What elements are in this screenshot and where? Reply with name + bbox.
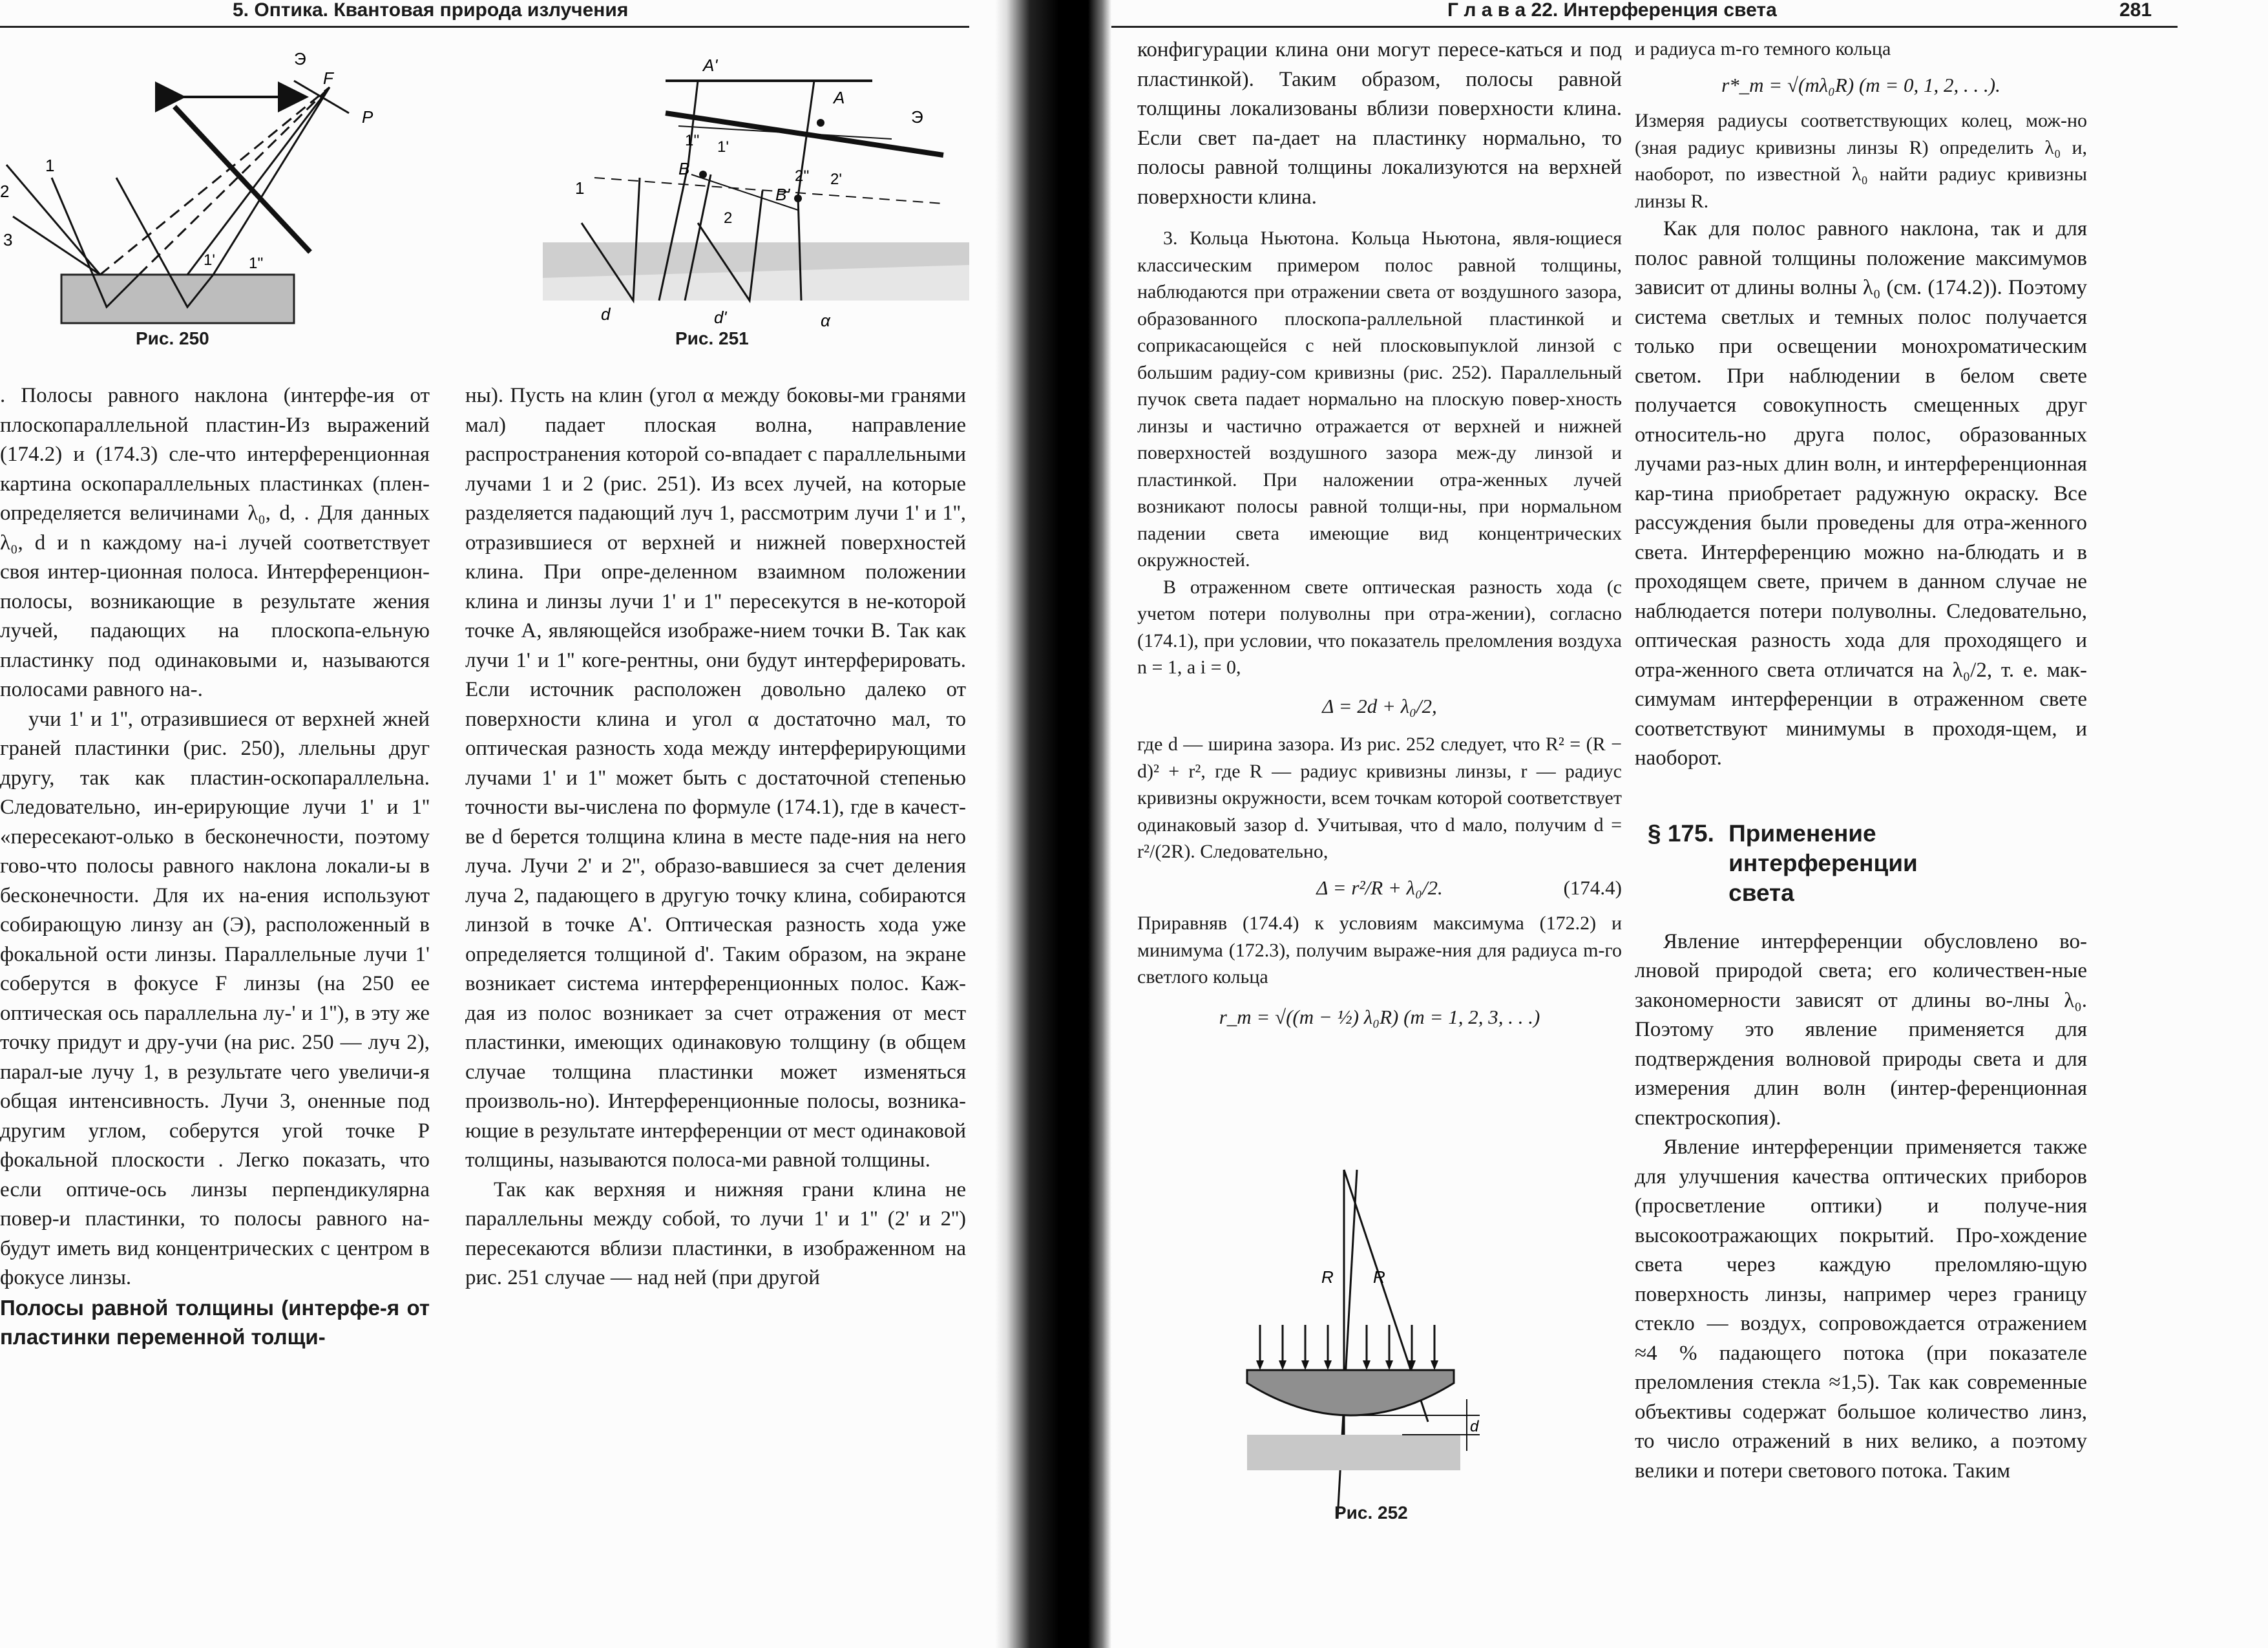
fig251-Bp-label: B' (775, 185, 790, 204)
left-running-header: 5. Оптика. Квантовая природа излучения (233, 0, 629, 21)
fig251-d-label: d (601, 304, 611, 324)
right-col1-paragraph-5: Приравняв (174.4) к условиям максимума (172.2) и минимума (172.3), получим выраже-ния для радиуса m-го светлого кольца (1137, 913, 1622, 988)
fig251-B-label: B (678, 159, 690, 178)
fig251-dp-label: d' (714, 308, 727, 327)
fig250-ray1pp-label: 1'' (249, 255, 264, 272)
left-header-rule (0, 26, 969, 28)
fig252-caption: Рис. 252 (1334, 1503, 1408, 1523)
formula-path-difference: Δ = 2d + λ₀/2, (1322, 694, 1437, 717)
right-col1-paragraph-3: В отраженном свете оптическая разность хода (с учетом потери полуволны при отра-жении), согласно (174.1), при условии, что показатель преломления воздуха n = 1, а i = 0, (1137, 576, 1622, 678)
left-column-2 (465, 381, 966, 1293)
right-page-number: 281 (2119, 0, 2152, 21)
right-col2-small-block (1635, 36, 2087, 215)
fig252-R2-label: R (1373, 1267, 1385, 1287)
left-col2-paragraph-2: Так как верхняя и нижняя грани клина не параллельны между собой, то лучи 1' и 1'' (2' и 2'') пересекаются вблизи пластинки, в изображенном на рис. 251 случае — над ней (при другой (465, 1178, 966, 1289)
formula-dark-ring-radius: r*_m = √(mλ₀R) (m = 0, 1, 2, . . .). (1721, 73, 2000, 96)
fig251-alpha-label: α (821, 311, 830, 330)
left-page (0, 0, 995, 1648)
fig250-ray1-label: 1 (45, 156, 55, 175)
right-col1-paragraph-1: конфигурации клина они могут пересе-каться и под пластинкой). Таким образом, полосы равной толщины локализованы вблизи поверхности клина. Если свет па-дает на пластинку нормально, то полосы равной толщины локализуются на верхней поверхности клина. (1137, 38, 1622, 209)
fig251-Ap-label: A' (703, 56, 718, 75)
right-col2-paragraph-3: Как для полос равного наклона, так и для полос равной толщины положение максимумов зависит от длины волны λ₀ (см. (174.2)). Поэтому система светлых и темных полос получается только при освещении монохроматическим светом. При наблюдении в белом свете получается совокупность смещенных друг относитель-но друга полос, образованных лучами раз-ных длин волн, и интерференционная кар-тина приобретает радужную окраску. Все рассуждения были проведены для отра-женного света. Интерференцию можно на-блюдать и в проходящем свете, причем в данном случае не наблюдается потери полуволны. Следовательно, оптическая разность хода для проходящего и отра-женного света отличатся на λ₀/2, т. е. мак-симумам интерференции в отраженном свете соответствуют минимумы в проходя-щем, и наоборот. (1635, 217, 2087, 770)
right-column-2 (1635, 36, 2087, 1486)
fig251-ray2p-label: 2' (830, 171, 842, 188)
left-column-1 (0, 381, 430, 1352)
fig251-screen-label: Э (911, 107, 923, 127)
fig251-ray1p-label: 1' (717, 138, 729, 156)
right-column-1 (1137, 36, 1622, 1043)
fig250-screen-label: Э (294, 49, 306, 69)
fig251-ray2pp-label: 2'' (795, 167, 810, 185)
fig250-caption: Рис. 250 (136, 328, 209, 348)
fig250-focus-label: F (323, 69, 333, 88)
figure-251 (530, 29, 982, 333)
right-page (1111, 0, 2268, 1648)
right-header-rule (1111, 26, 2178, 28)
fig250-ray3-label: 3 (3, 230, 13, 249)
section-number: § 175. (1648, 819, 1714, 847)
right-col1-paragraph-4: где d — ширина зазора. Из рис. 252 следует, что R² = (R − d)² + r², где R — радиус кривизны линзы, r — радиус кривизны окружности, всем точкам которой соответствует одинаковый зазор d. Учитывая, что d мало, получим d = r²/(2R). Следовательно, (1137, 734, 1622, 862)
left-col1-paragraph-1: . Полосы равного наклона (интерфе-ия от плоскопараллельной пластин-Из выражений (174.2) и (174.3) сле-что интерференционная картина оскопараллельных пластинках (плен-определяется величинами λ₀, d, . Для данных λ₀, d и n каждому на-i лучей соответствует своя интер-ционная полоса. Интерференцион-полосы, возникающие в результате жения лучей, падающих на плоскопа-ельную пластинку под одинаковыми и, называются полосами равного на-. (0, 384, 430, 701)
fig251-ray2-label: 2 (724, 209, 733, 227)
fig250-ray2-label: 2 (0, 182, 10, 201)
fig252-R1-label: R (1321, 1267, 1334, 1287)
fig251-ray1-label: 1 (575, 178, 585, 198)
book-spine-shadow (995, 0, 1111, 1648)
right-running-header: Г л а в а 22. Интерференция света (1447, 0, 1777, 21)
section-175-heading (1648, 819, 2087, 908)
left-col2-paragraph-1: ны). Пусть на клин (угол α между боковы-ми гранями мал) падает плоская волна, направление распространения которой со-впадает с параллельными лучами 1 и 2 (рис. 251). Из всех лучей, на которые разделяется падающий луч 1, рассмотрим лучи 1' и 1'', отразившиеся от верхней и нижней поверхностей клина. При опре-деленном взаимном положении клина и линзы лучи 1' и 1'' пересекутся в не-которой точке A, являющейся изображе-нием точки B. Так как лучи 1' и 1'' коге-рентны, они будут интерферировать. Если источник расположен довольно далеко от поверхности клина и угол α достаточно мал, то оптическая разность хода между интерферирующими лучами 1' и 1'' может быть с достаточной степенью точности вы-числена по формуле (174.1), где в качест-ве d берется толщина клина в месте паде-ния на него луча. Лучи 2' и 2'', образо-вавшиеся за счет деления луча 2, падающего в другую точку клина, собираются линзой в точке A'. Оптическая разность хода уже определяется толщиной d'. Таким образом, на экране возникает система интерференционных полос. Каж-дая из полос возникает за счет отражения от мест пластинки, имеющих одинаковую толщину (в общем случае толщина пластинки может изменяться произволь-но). Интерференционные полосы, возника-ющие в результате интерференции от мест одинаковой толщины, называются полоса-ми равной толщины. (465, 384, 966, 1172)
fig252-d-label: d (1470, 1418, 1479, 1435)
right-col2-paragraph-5: Явление интерференции применяется также для улучшения качества оптических приборов (просветление оптики) и получе-ния высокоотражающих покрытий. Про-хождение света через каждую преломляю-щую поверхность линзы, например через границу стекло — воздух, сопровождается отражением ≈4 % падающего потока (при показателе преломления стекла ≈1,5). Так как современные объективы содержат большое количество линз, то число отражений в них велико, а поэтому велики и потери светового потока. Таким (1635, 1136, 2087, 1483)
left-col1-paragraph-3: Полосы равной толщины (интерфе-я от пластинки переменной толщи- (0, 1295, 430, 1349)
fig250-ray1p-label: 1' (204, 251, 215, 269)
fig251-ray1pp-label: 1'' (685, 132, 700, 149)
fig251-A-label: A (834, 88, 845, 107)
left-col1-paragraph-2: учи 1' и 1'', отразившиеся от верхней жней граней пластинки (рис. 250), ллельны друг другу, так как пластин-оскопараллельна. Следовательно, ин-ерирующие лучи 1' и 1'' «пересекают-олько в бесконечности, поэтому гово-что полосы равного наклона локали-ы в бесконечности. Для их на-ения используют собирающую линзу ан (Э), расположенный в фокальной ости линзы. Параллельные лучи 1' соберутся в фокусе F линзы (на 250 ее оптическая ось параллельна лу-' и 1''), в эту же точку придут и дру-учи (на рис. 250 — луч 2), парал-ые лучу 1, в результате чего увеличи-я общая интенсивность. Лучи 3, оненные под другим углом, соберутся угой точке P фокальной плоскости . Легко показать, что если оптиче-ось линзы перпендикулярна повер-и пластинки, то полосы равного на-будут иметь вид концентрических с центром в фокусе линзы. (0, 707, 430, 1289)
section-title: Применение интерференции света (1728, 819, 1918, 906)
figure-250 (0, 29, 465, 333)
formula-174-4-number: (174.4) (1563, 876, 1622, 899)
right-col1-small-block (1137, 225, 1622, 1030)
formula-bright-ring-radius: r_m = √((m − ½) λ₀R) (m = 1, 2, 3, . . .) (1219, 1005, 1540, 1028)
right-col2-paragraph-4: Явление интерференции обусловлено во-лновой природой света; его количествен-ные закономерности зависят от длины во-лны λ₀. Поэтому это явление применяется для подтверждения волновой природы света и для измерения длин волн (интер-ференционная спектроскопия). (1635, 929, 2087, 1130)
formula-174-4-body: Δ = r²/R + λ₀/2. (1316, 876, 1443, 899)
fig250-point-label: P (362, 107, 373, 127)
right-col1-newton-rings-paragraph: 3. Кольца Ньютона. Кольца Ньютона, явля-ющиеся классическим примером полос равной толщины, наблюдаются при отражении света от воздушного зазора, образованного плоскопа-раллельной пластинкой и соприкасающейся с ней плосковыпуклой линзой с большим радиу-сом кривизны (рис. 252). Параллельный пучок света падает нормально на плоскую повер-хность линзы и частично отражается от верхней и нижней поверхностей воздушного зазора меж-ду линзой и пластинкой. При наложении отра-женных лучей возникают полосы равной толщи-ны, при нормальном падении света имеющие вид концентрических окружностей. (1137, 227, 1622, 571)
right-col2-paragraph-1: и радиуса m-го темного кольца (1635, 38, 1891, 59)
formula-174-4 (1137, 874, 1622, 902)
right-col2-paragraph-2: Измеряя радиусы соответствующих колец, мож-но (зная радиус кривизны линзы R) определить λ₀ и, наоборот, по известной λ₀ найти радиус кривизны линзы R. (1635, 110, 2087, 212)
fig251-caption: Рис. 251 (675, 328, 749, 348)
figure-252 (1208, 1157, 1544, 1519)
